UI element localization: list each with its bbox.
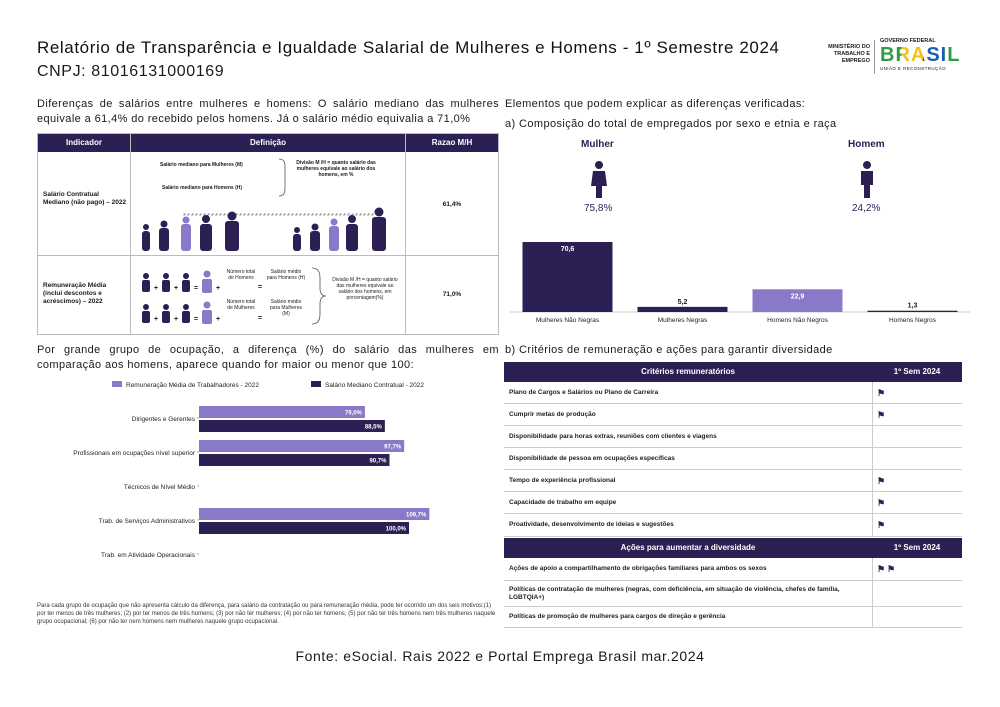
criteria-label: Capacidade de trabalho em equipe [509, 498, 617, 506]
bar-3 [868, 311, 958, 312]
criteria-value-cell [872, 470, 963, 491]
value-label-2: 22,9 [790, 293, 805, 301]
criteria-label: Proatividade, desenvolvimento de ideias e sugestões [509, 521, 674, 528]
government-logo [818, 38, 968, 78]
explain-title: Elementos que podem explicar as diferenças verificadas: [505, 98, 806, 110]
criteria-value-cell [872, 382, 963, 403]
category-label-3: Homens Negros [889, 317, 936, 324]
criteria-row [504, 382, 962, 404]
tagline: UNIÃO E RECONSTRUÇÃO [880, 66, 947, 71]
occupation-label-1: Profissionais em ocupações nível superior [73, 450, 195, 457]
svg-text:=: = [258, 315, 263, 322]
occ-value-1-1: 90,7% [369, 458, 387, 465]
svg-text:=: = [194, 316, 199, 323]
criteria-value-cell [872, 448, 963, 469]
man-icon [856, 160, 878, 200]
criteria-value-cell [872, 514, 963, 536]
checkmark-people-icon: ⚑ [877, 475, 886, 486]
svg-text:+: + [154, 285, 159, 292]
brasil-wordmark: BRASIL [880, 44, 966, 66]
def1-women: Salário mediano para Mulheres (M) [160, 162, 243, 168]
action-row [504, 558, 962, 581]
gov-label: GOVERNO FEDERAL [880, 38, 936, 44]
report-title: Relatório de Transparência e Igualdade Salarial de Mulheres e Homens - 1º Semestre 2024 [37, 38, 780, 57]
man-pct: 24,2% [852, 203, 881, 214]
actions-title: Ações para aumentar a diversidade [620, 543, 756, 552]
legend-label-1: Salário Mediano Contratual - 2022 [325, 382, 425, 389]
checkmark-people-icon: ⚑ [877, 564, 886, 574]
svg-text:+: + [216, 316, 221, 323]
brace-row-2 [310, 266, 330, 326]
actions-header [504, 538, 962, 558]
woman-pct: 75,8% [584, 203, 613, 214]
def2-note: Divisão M /H = quanto salário das mulheres equivale ao salário dos homens, em porcentagem(%) [332, 277, 398, 301]
checkmark-people-icon: ⚑ [877, 409, 886, 420]
section-a-title: a) Composição do total de empregados por sexo e etnia e raça [505, 118, 837, 130]
occupation-label-2: Técnicos de Nível Médio [123, 484, 195, 491]
source-text: Fonte: eSocial. Rais 2022 e Portal Emprega Brasil mar.2024 [295, 648, 705, 664]
criteria-value-cell [872, 492, 963, 513]
bar-1 [638, 307, 728, 312]
value-label-0: 70,6 [560, 246, 575, 253]
action-label: Políticas de contratação de mulheres (negras, com deficiência, em situação de violência, chefes de família, LGBTQIA+) [509, 585, 840, 601]
checkmark-people-icon: ⚑ [887, 564, 896, 574]
legend-swatch-0 [112, 381, 122, 387]
actions-col: 1º Sem 2024 [893, 543, 941, 552]
ratio-2: 71,0% [442, 291, 462, 298]
intro-text: Diferenças de salários entre mulheres e homens: O salário mediano das mulheres equivale a 61,4% do recebido pelos homens. Já o salário médio equivalia a 71,0% [37, 98, 499, 125]
legend-label-0: Remuneração Média de Trabalhadores - 2022 [126, 382, 259, 389]
criteria-header [504, 362, 962, 382]
occ-value-0-0: 79,0% [344, 410, 362, 417]
indicator-1: Salário Contratual Mediano (não pago) – 2022 [43, 191, 127, 206]
criteria-value-cell [872, 426, 963, 447]
action-value-cell [872, 558, 963, 580]
action-label: Políticas de promoção de mulheres para cargos de direção e gerência [509, 613, 726, 620]
action-row [504, 581, 962, 607]
indicator-2: Remuneração Média (inclui descontos e acréscimos) – 2022 [43, 282, 107, 305]
action-value-cell [872, 607, 963, 627]
value-label-1: 5,2 [677, 298, 688, 306]
criteria-label: Plano de Cargos e Salários ou Plano de Carreira [509, 388, 659, 396]
man-label: Homem [848, 139, 885, 150]
occ-value-1-0: 97,7% [384, 444, 402, 451]
criteria-col: 1º Sem 2024 [893, 367, 941, 376]
woman-label: Mulher [581, 139, 614, 150]
criteria-row [504, 470, 962, 492]
composition-bar-chart [510, 236, 970, 328]
legend-swatch-1 [311, 381, 321, 387]
svg-text:+: + [154, 316, 159, 323]
svg-text:+: + [216, 285, 221, 292]
checkmark-people-icon: ⚑ [877, 497, 886, 508]
criteria-label: Disponibilidade para horas extras, reuniões com clientes e viagens [509, 432, 717, 440]
category-label-1: Mulheres Negras [657, 317, 708, 324]
header-razao: Razao M/H [406, 134, 498, 152]
criteria-row [504, 404, 962, 426]
woman-icon [588, 160, 610, 200]
svg-text:+: + [174, 316, 179, 323]
checkmark-people-icon: ⚑ [877, 520, 886, 530]
occ-value-3-1: 100,0% [385, 526, 406, 533]
criteria-label: Cumprir metas de produção [509, 410, 596, 418]
occ-bar-3-1 [199, 522, 409, 534]
criteria-row [504, 426, 962, 448]
figures-row-1 [134, 154, 402, 254]
occupation-bar-chart [37, 378, 497, 558]
criteria-label: Disponibilidade de pessoa em ocupações específicas [509, 454, 675, 462]
def2-sal-women: Salário médio para Mulheres (M) [270, 299, 302, 317]
def2-num-women: Número total de Mulheres [226, 299, 256, 311]
occ-value-3-0: 109,7% [406, 512, 427, 519]
occupation-label-0: Dirigentes e Gerentes [131, 416, 195, 423]
criteria-title: Critérios remuneratórios [641, 367, 735, 376]
occ-bar-0-1 [199, 420, 385, 432]
figures-row-2 [134, 260, 334, 330]
ministry-label: MINISTÉRIO DO TRABALHO E EMPREGO [828, 44, 870, 64]
svg-text:+: + [174, 285, 179, 292]
section-b-title: b) Critérios de remuneração e ações para garantir diversidade [505, 344, 833, 356]
ratio-1: 61,4% [442, 201, 462, 208]
def2-num-men: Número total de Homens [226, 269, 256, 281]
svg-text:=: = [258, 284, 263, 291]
criteria-table [504, 362, 962, 628]
occ-bar-3-0 [199, 508, 429, 520]
criteria-row [504, 514, 962, 537]
header-indicador: Indicador [38, 134, 130, 152]
category-label-0: Mulheres Não Negras [535, 317, 600, 324]
criteria-row [504, 492, 962, 514]
svg-text:=: = [194, 285, 199, 292]
value-label-3: 1,3 [907, 302, 918, 310]
criteria-row [504, 448, 962, 470]
criteria-value-cell [872, 404, 963, 425]
occ-bar-1-0 [199, 440, 404, 452]
header-definicao: Definição [131, 134, 405, 152]
occ-value-0-1: 88,5% [364, 424, 382, 431]
occupation-label-3: Trab. de Serviços Administrativos [98, 518, 195, 525]
occ-bar-1-1 [199, 454, 389, 466]
indicator-table [37, 133, 499, 335]
cnpj: CNPJ: 81016131000169 [37, 63, 225, 80]
footnote: Para cada grupo de ocupação que não apresenta cálculo da diferença, para salário da contratação ou para remuneração média, pode ter ocorrido um dos seis motivos:(1) por ter menos de três mulheres; (2) por ter menos de três homens; (3) por não ter mulheres; (4) por não ter homens; (5) por não ter três homens nem três mulheres naquele grupo ocupacional; (6) por não ter nem homens nem mulheres naquele grupo ocupacional. [37, 603, 496, 625]
criteria-label: Tempo de experiência profissional [509, 476, 616, 484]
checkmark-people-icon: ⚑ [877, 387, 886, 398]
def2-sal-men: Salário médio para Homens (H) [266, 269, 306, 281]
category-label-2: Homens Não Negros [767, 317, 828, 324]
occupation-intro: Por grande grupo de ocupação, a diferença (%) do salário das mulheres em comparação aos homens, aparece quando for maior ou menor que 100: [37, 344, 499, 371]
action-label: Ações de apoio a compartilhamento de obrigações familiares para ambos os sexos [509, 565, 767, 572]
occupation-label-4: Trab. em Atividade Operacionais [100, 552, 195, 558]
def1-note: Divisão M /H = quanto salário das mulheres equivale ao salário dos homens, em % [296, 160, 376, 178]
occ-bar-0-0 [199, 406, 365, 418]
def1-men: Salário mediano para Homens (H) [162, 185, 243, 191]
action-value-cell [872, 581, 963, 606]
action-row [504, 607, 962, 628]
